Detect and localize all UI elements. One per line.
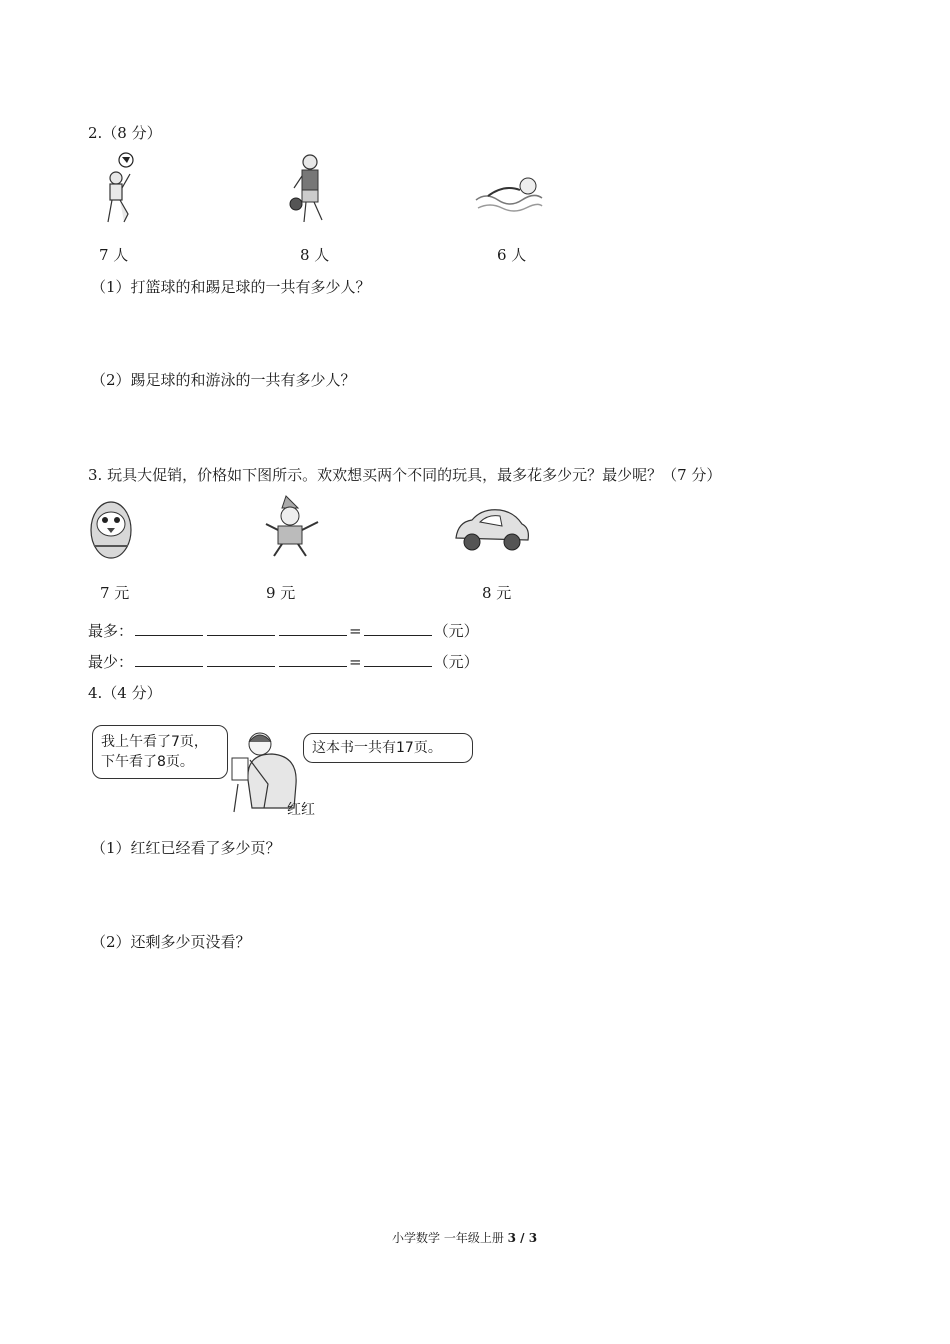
q2-sub2: （2）踢足球的和游泳的一共有多少人？ — [91, 371, 356, 389]
soccer-count: 7 人 — [99, 246, 129, 264]
bubble-left-line1: 我上午看了7页， — [101, 734, 208, 750]
girl-name: 红红 — [287, 802, 315, 818]
least-unit: （元） — [433, 653, 479, 671]
swimmer-icon — [474, 170, 544, 220]
speech-bubble-right: 这本书一共有17页。 — [303, 733, 473, 763]
basketball-player-icon — [288, 152, 334, 232]
footer-text: 小学数学 一年级上册 — [392, 1231, 504, 1245]
q2-header: 2.（8 分） — [88, 124, 162, 142]
q4-header: 4.（4 分） — [88, 684, 162, 702]
least-blank-1[interactable] — [135, 654, 203, 667]
least-equals: = — [349, 653, 362, 671]
clown-toy-icon — [264, 494, 324, 560]
car-price: 8 元 — [482, 584, 512, 602]
most-answer-blank[interactable] — [364, 623, 432, 636]
most-blank-1[interactable] — [135, 623, 203, 636]
least-blank-2[interactable] — [207, 654, 275, 667]
penguin-toy-icon — [88, 500, 134, 560]
q2-sub1: （1）打篮球的和踢足球的一共有多少人？ — [91, 278, 371, 296]
q4-sub1: （1）红红已经看了多少页？ — [91, 839, 281, 857]
basketball-count: 8 人 — [300, 246, 330, 264]
clown-price: 9 元 — [266, 584, 296, 602]
least-label: 最少： — [88, 653, 134, 671]
least-answer-blank[interactable] — [364, 654, 432, 667]
least-row — [88, 651, 479, 672]
soccer-player-icon — [100, 152, 140, 232]
q3-header: 3. 玩具大促销，价格如下图所示。欢欢想买两个不同的玩具，最多花多少元？最少呢？（7 分） — [88, 466, 722, 484]
penguin-price: 7 元 — [100, 584, 130, 602]
bubble-left-line2: 下午看了8页。 — [101, 754, 194, 770]
toy-car-icon — [452, 504, 532, 556]
most-row — [88, 620, 479, 641]
speech-bubble-left — [92, 725, 228, 779]
least-blank-3[interactable] — [279, 654, 347, 667]
most-blank-3[interactable] — [279, 623, 347, 636]
most-blank-2[interactable] — [207, 623, 275, 636]
most-equals: = — [349, 622, 362, 640]
most-unit: （元） — [433, 622, 479, 640]
q4-sub2: （2）还剩多少页没看？ — [91, 933, 251, 951]
swim-count: 6 人 — [497, 246, 527, 264]
most-label: 最多： — [88, 622, 134, 640]
page-number: 3 / 3 — [507, 1231, 538, 1245]
footer — [392, 1229, 537, 1246]
